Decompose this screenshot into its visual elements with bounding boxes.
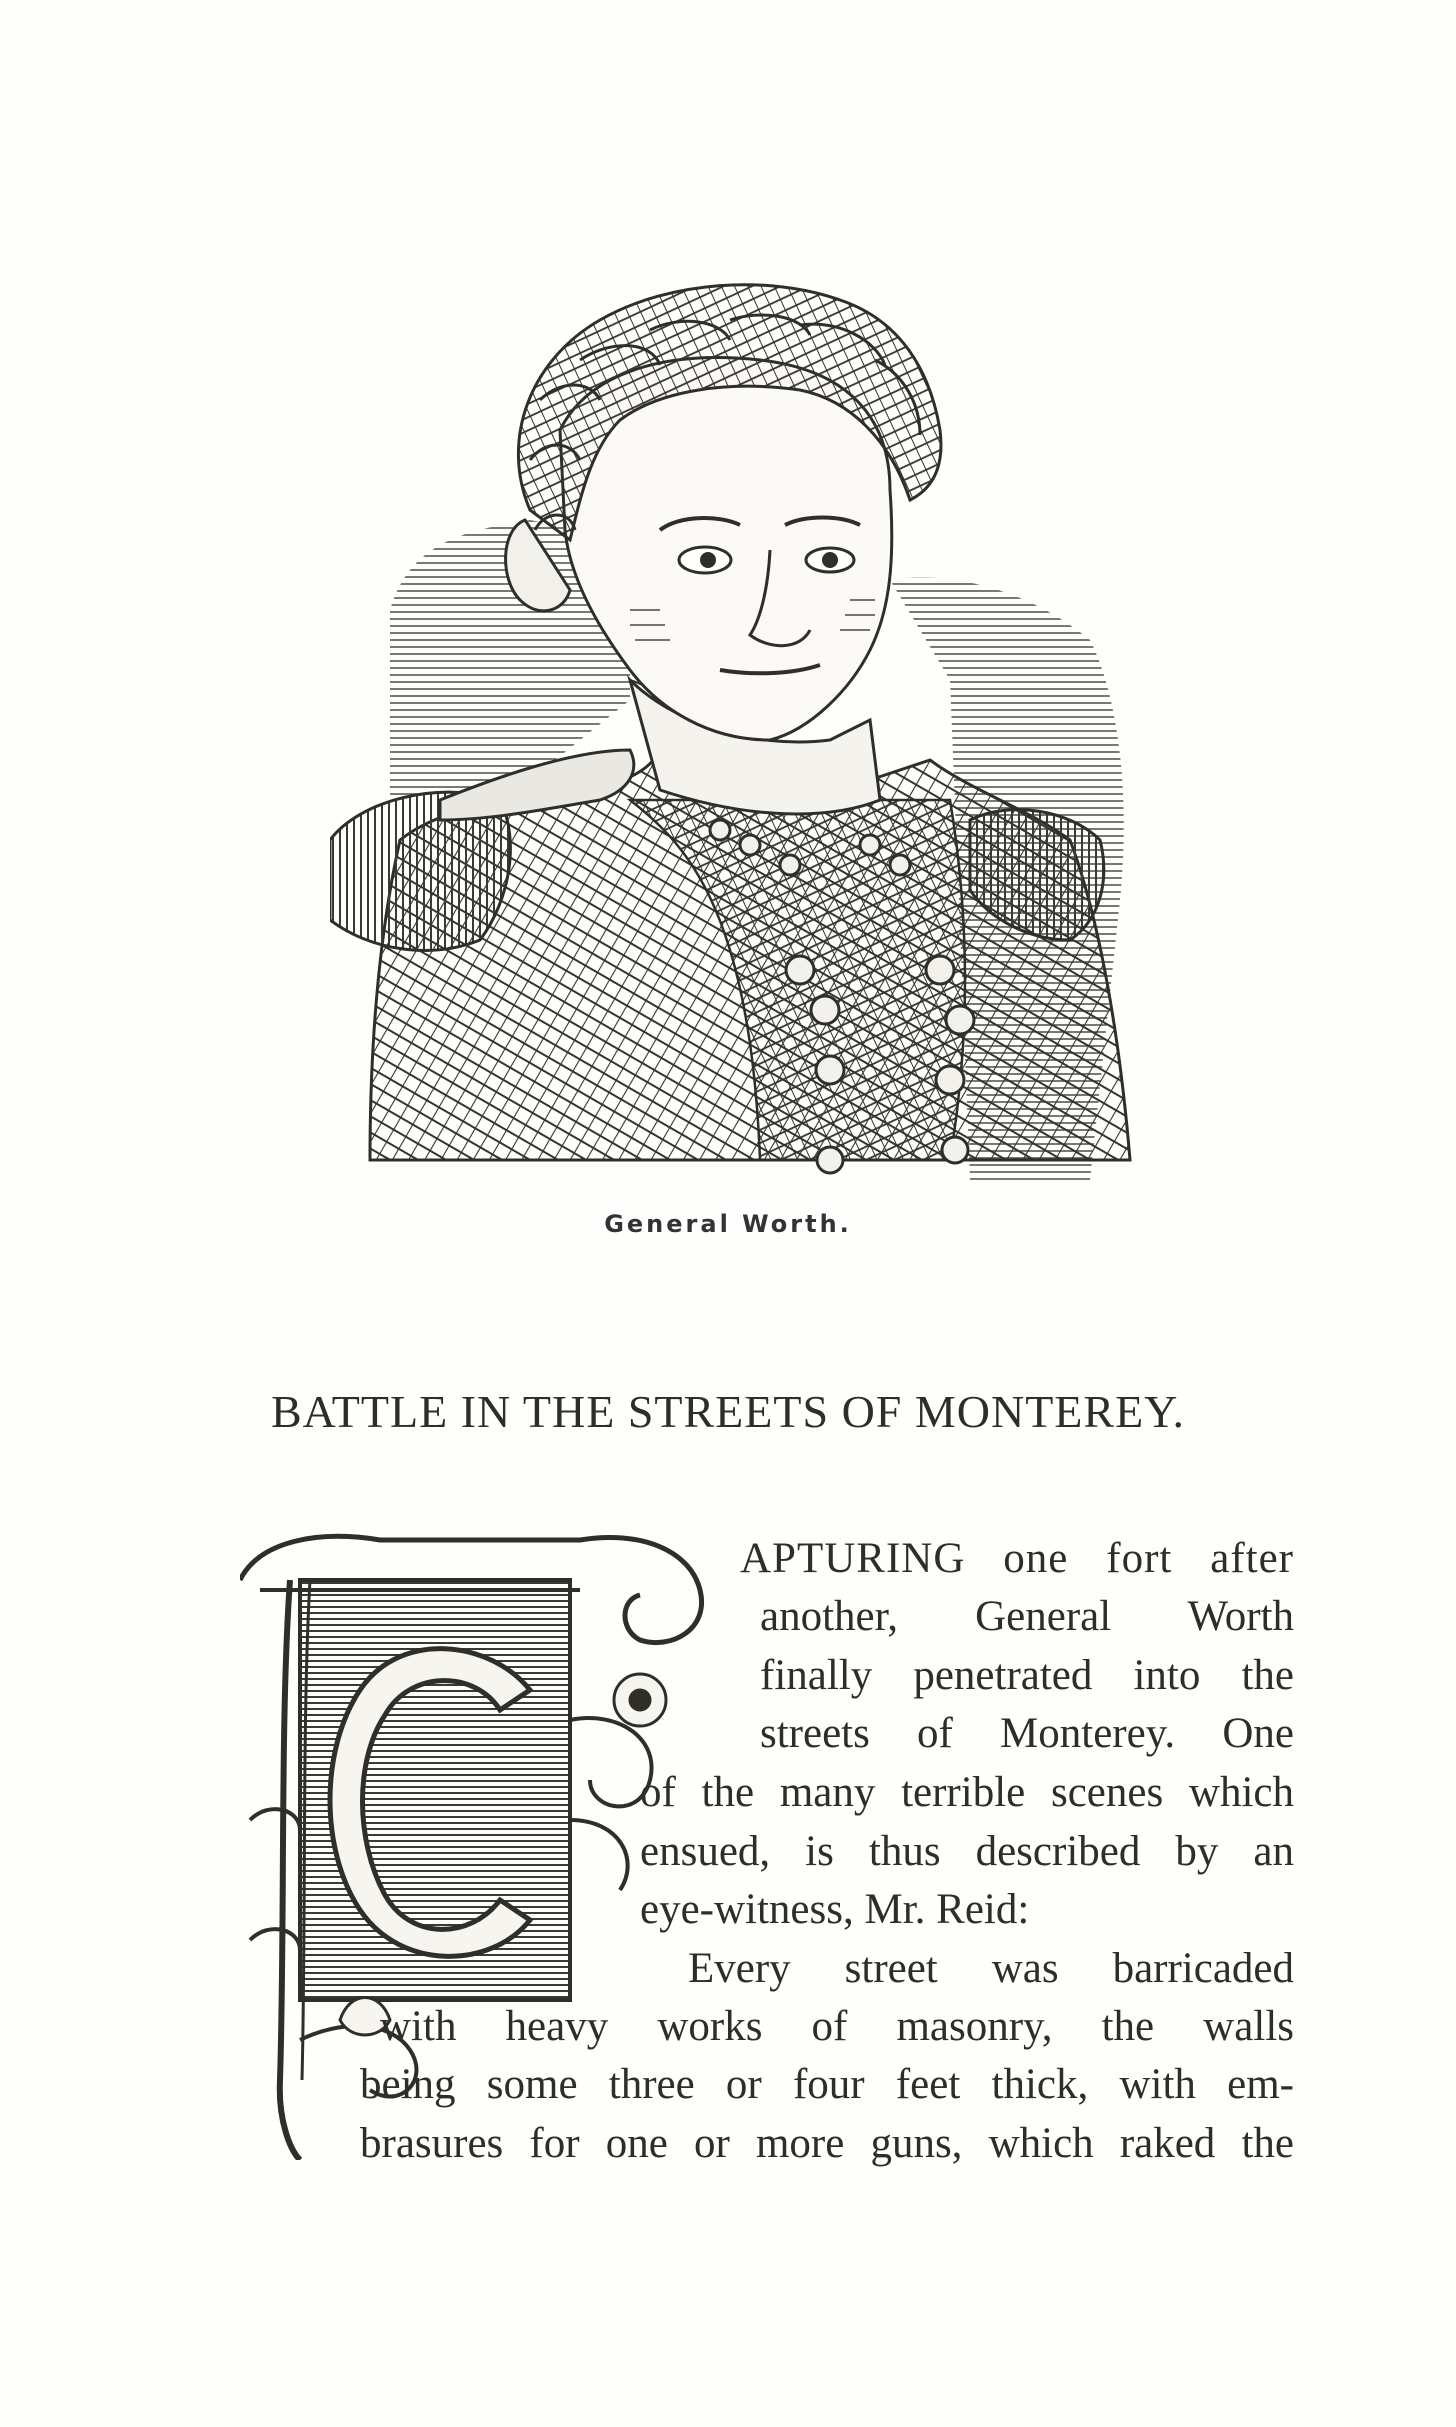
paragraph-block-d [380,1998,1294,2057]
paragraph-block-e [360,2056,1294,2173]
general-worth-portrait [330,280,1210,1210]
text-line-2: another, General Worth [760,1593,1294,1640]
paragraph-block-c [640,1764,1294,1998]
text-line-8: Every street was barricaded [688,1944,1294,1992]
text-line-11: brasures for one or more guns, which raked the [360,2119,1294,2167]
portrait-caption: General Worth. [604,1210,852,1238]
text-line-1: APTURING one fort after [740,1535,1294,1582]
text-line-10: being some three or four feet thick, with em- [360,2061,1294,2108]
text-line-5: of the many terrible scenes which [640,1769,1294,1816]
text-line-7: eye-witness, Mr. Reid: [640,1886,1030,1933]
text-line-9: with heavy works of masonry, the walls [380,2003,1294,2050]
text-line-4: streets of Monterey. One [760,1710,1294,1757]
paragraph-block-b [760,1588,1294,1764]
chapter-title: BATTLE IN THE STREETS OF MONTEREY. [271,1386,1185,1437]
text-line-3: finally penetrated into the [760,1651,1294,1699]
paragraph-block-a [740,1530,1294,1589]
text-line-6: ensued, is thus described by an [640,1827,1294,1875]
